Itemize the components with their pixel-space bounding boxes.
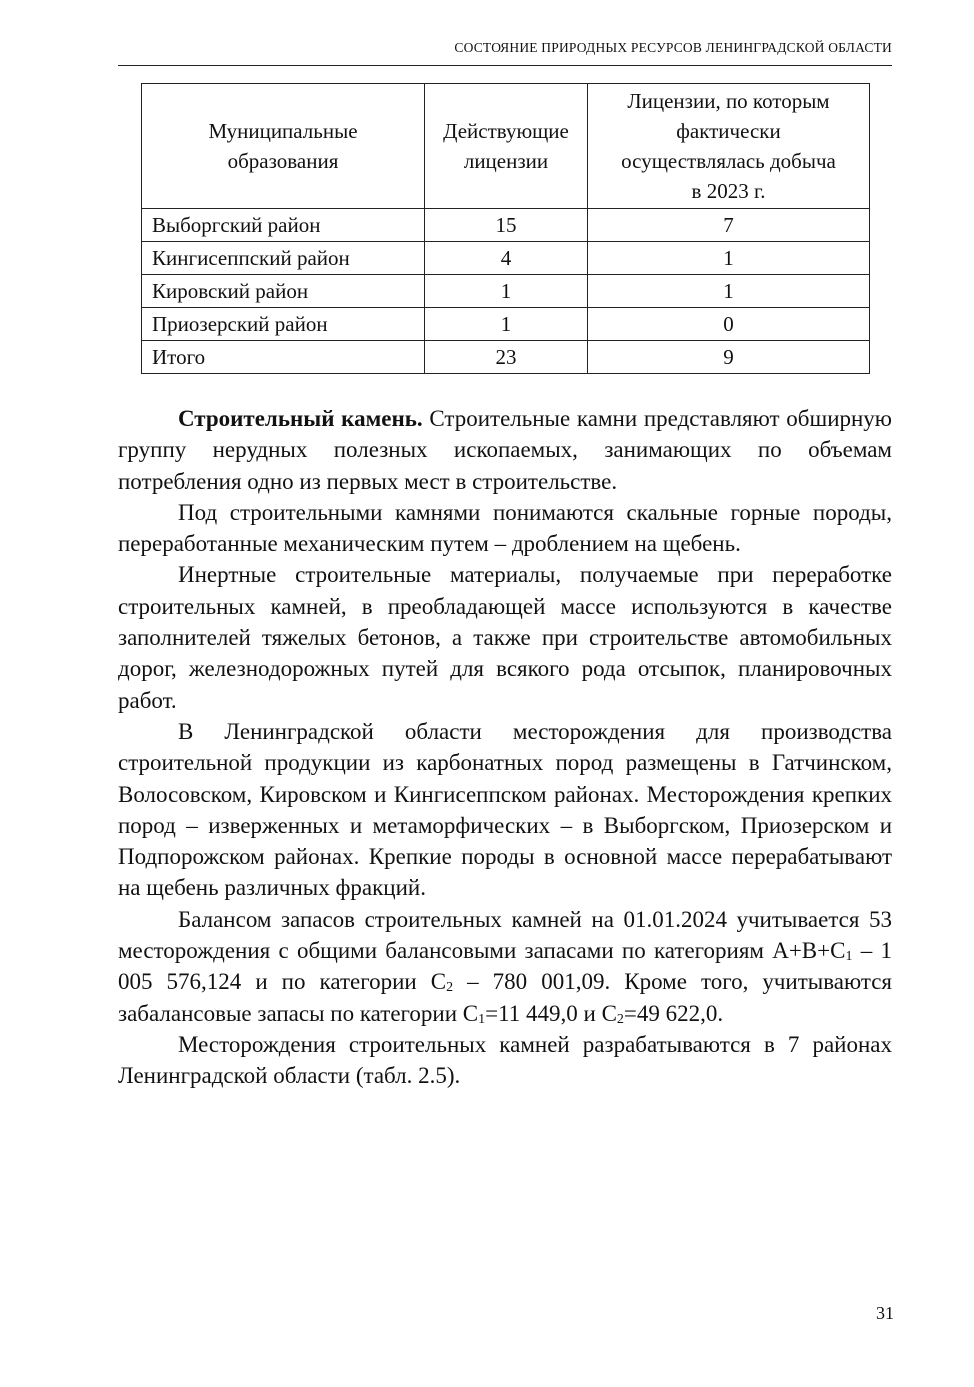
- paragraph-districts: Месторождения строительных камней разрабатываются в 7 районах Ленинградской области (табл. 2.5).: [118, 1031, 892, 1089]
- licenses-table: [141, 83, 870, 374]
- cell-active: 1: [425, 308, 588, 341]
- paragraph-reserves: Балансом запасов строительных камней на 01.01.2024 учитывается 53 месторождения с общими балансовыми запасами по категориям $А+В+С_1 - 1$ 005 576,124 и по категории $С_2 - 780$ 001,09. Кроме того, учитываются забалансовые запасы по категории $С_1=11$ 449,0 и $С_2=49$ 622,0.: [118, 906, 893, 1027]
- paragraph-text: Строительные камни представляют обширную группу нерудных полезных ископаемых, занимающих по объемам потребления одно из первых мест в строительстве.: [118, 406, 892, 494]
- cell-mining: 9: [588, 341, 870, 374]
- table-row: [142, 275, 870, 308]
- paragraph-definition: Под строительными камнями понимаются скальные горные породы, переработанные механическим путем – дроблением на щебень.: [118, 499, 892, 557]
- cell-name: Кингисеппский район: [142, 242, 425, 275]
- running-header: [118, 40, 892, 66]
- column-header-municipality: Муниципальные образования: [142, 84, 425, 209]
- table-row: [142, 242, 870, 275]
- cell-active: 15: [425, 209, 588, 242]
- column-header-active: Действующие лицензии: [425, 84, 588, 209]
- cell-active: 1: [425, 275, 588, 308]
- paragraph-building-stone: [118, 403, 892, 497]
- cell-mining: 1: [588, 275, 870, 308]
- running-header-title: СОСТОЯНИЕ ПРИРОДНЫХ РЕСУРСОВ ЛЕНИНГРАДСКОЙ ОБЛАСТИ: [454, 40, 892, 55]
- cell-name: Итого: [142, 341, 425, 374]
- cell-name: Выборгский район: [142, 209, 425, 242]
- section-heading: Строительный камень.: [178, 406, 423, 431]
- page-number: 31: [876, 1303, 894, 1323]
- cell-active: 4: [425, 242, 588, 275]
- cell-mining: 0: [588, 308, 870, 341]
- paragraph-deposits: В Ленинградской области месторождения для производства строительной продукции из карбонатных пород размещены в Гатчинском, Волосовском, Кировском и Кингисеппском районах. Месторождения крепких пород – изверженных и метаморфических – в Выборгском, Приозерском и Подпорожском районах. Крепкие породы в основной массе перерабатывают на щебень различных фракций.: [118, 718, 892, 901]
- cell-mining: 1: [588, 242, 870, 275]
- cell-name: Приозерский район: [142, 308, 425, 341]
- body-text: [118, 403, 892, 1092]
- cell-mining: 7: [588, 209, 870, 242]
- table-row: [142, 308, 870, 341]
- paragraph-usage: Инертные строительные материалы, получаемые при переработке строительных камней, в преобладающей массе используются в качестве заполнителей тяжелых бетонов, а также при строительстве автомобильных дорог, железнодорожных путей для всякого рода отсыпок, планировочных работ.: [118, 562, 892, 713]
- column-header-mining: Лицензии, по которым фактически осуществлялась добыча в 2023 г.: [588, 84, 870, 209]
- table-row: [142, 209, 870, 242]
- table-total-row: [142, 341, 870, 374]
- cell-active: 23: [425, 341, 588, 374]
- table-header-row: [142, 84, 870, 209]
- cell-name: Кировский район: [142, 275, 425, 308]
